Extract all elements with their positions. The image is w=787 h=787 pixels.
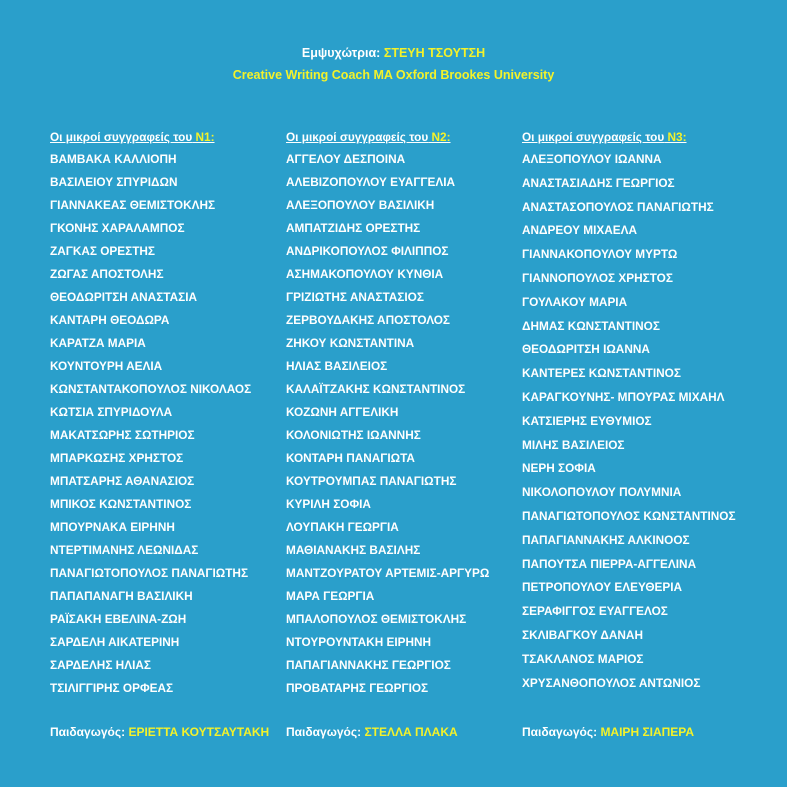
list-item: ΒΑΣΙΛΕΙΟΥ ΣΠΥΡΙΔΩΝ bbox=[50, 175, 178, 189]
column-n3 bbox=[522, 126, 736, 695]
list-item: ΚΑΝΤΑΡΗ ΘΕΟΔΩΡΑ bbox=[50, 313, 170, 327]
list-item: ΣΚΛΙΒΑΓΚΟΥ ΔΑΝΑΗ bbox=[522, 627, 643, 642]
list-item: ΑΛΕΞΟΠΟΥΛΟΥ ΙΩΑΝΝΑ bbox=[522, 152, 662, 166]
list-item: ΠΑΝΑΓΙΩΤΟΠΟΥΛΟΣ ΚΩΝΣΤΑΝΤΙΝΟΣ bbox=[522, 508, 736, 523]
column-title-number: Ν1: bbox=[195, 130, 215, 144]
list-item: ΣΕΡΑΦΙΓΓΟΣ ΕΥΑΓΓΕΛΟΣ bbox=[522, 604, 668, 619]
list-item: ΚΟΥΤΡΟΥΜΠΑΣ ΠΑΝΑΓΙΩΤΗΣ bbox=[286, 474, 457, 488]
list-item: ΘΕΟΔΩΡΙΤΣΗ ΙΩΑΝΝΑ bbox=[522, 342, 650, 357]
list-item: ΔΗΜΑΣ ΚΩΝΣΤΑΝΤΙΝΟΣ bbox=[522, 318, 660, 333]
teacher-n1 bbox=[50, 721, 269, 743]
list-item: ΚΩΝΣΤΑΝΤΑΚΟΠΟΥΛΟΣ ΝΙΚΟΛΑΟΣ bbox=[50, 382, 252, 396]
column-title-number: Ν2: bbox=[431, 130, 451, 144]
list-item: ΡΑΪΣΑΚΗ ΕΒΕΛΙΝΑ-ΖΩΗ bbox=[50, 612, 187, 626]
list-item: ΑΝΔΡΙΚΟΠΟΥΛΟΣ ΦΙΛΙΠΠΟΣ bbox=[286, 244, 449, 258]
coach-credentials: Creative Writing Coach MA Oxford Brookes University bbox=[232, 68, 555, 82]
list-item: ΜΠΑΡΚΩΣΗΣ ΧΡΗΣΤΟΣ bbox=[50, 451, 184, 465]
list-item: ΝΕΡΗ ΣΟΦΙΑ bbox=[522, 461, 596, 476]
list-item: ΠΡΟΒΑΤΑΡΗΣ ΓΕΩΡΓΙΟΣ bbox=[286, 681, 429, 695]
list-item: ΠΑΠΑΓΙΑΝΝΑΚΗΣ ΑΛΚΙΝΟΟΣ bbox=[522, 532, 690, 547]
column-title bbox=[522, 126, 736, 148]
column-title bbox=[50, 126, 251, 148]
list-item: ΜΙΛΗΣ ΒΑΣΙΛΕΙΟΣ bbox=[522, 437, 625, 452]
list-item: ΧΡΥΣΑΝΘΟΠΟΥΛΟΣ ΑΝΤΩΝΙΟΣ bbox=[522, 675, 701, 690]
column-title bbox=[286, 126, 489, 148]
column-title-number: Ν3: bbox=[667, 130, 687, 144]
list-item: ΒΑΜΒΑΚΑ ΚΑΛΛΙΟΠΗ bbox=[50, 152, 177, 166]
list-item: ΑΜΠΑΤΖΙΔΗΣ ΟΡΕΣΤΗΣ bbox=[286, 221, 421, 235]
list-item: ΠΑΠΑΓΙΑΝΝΑΚΗΣ ΓΕΩΡΓΙΟΣ bbox=[286, 658, 451, 672]
list-item: ΓΙΑΝΝΟΠΟΥΛΟΣ ΧΡΗΣΤΟΣ bbox=[522, 270, 673, 285]
list-item: ΑΝΑΣΤΑΣΟΠΟΥΛΟΣ ΠΑΝΑΓΙΩΤΗΣ bbox=[522, 199, 714, 214]
column-n2 bbox=[286, 126, 489, 700]
list-item: ΑΛΕΞΟΠΟΥΛΟΥ ΒΑΣΙΛΙΚΗ bbox=[286, 198, 435, 212]
list-item: ΣΑΡΔΕΛΗΣ ΗΛΙΑΣ bbox=[50, 658, 151, 672]
teacher-label: Παιδαγωγός: bbox=[50, 725, 126, 739]
list-item: ΜΑΚΑΤΣΩΡΗΣ ΣΩΤΗΡΙΟΣ bbox=[50, 428, 195, 442]
list-item: ΚΟΝΤΑΡΗ ΠΑΝΑΓΙΩΤΑ bbox=[286, 451, 415, 465]
list-item: ΓΡΙΖΙΩΤΗΣ ΑΝΑΣΤΑΣΙΟΣ bbox=[286, 290, 424, 304]
list-item: ΗΛΙΑΣ ΒΑΣΙΛΕΙΟΣ bbox=[286, 359, 388, 373]
column-title-prefix: Οι μικροί συγγραφείς του bbox=[522, 130, 665, 144]
list-item: ΜΑΡΑ ΓΕΩΡΓΙΑ bbox=[286, 589, 375, 603]
coach-label: Εμψυχώτρια: bbox=[301, 46, 381, 60]
list-item: ΑΛΕΒΙΖΟΠΟΥΛΟΥ ΕΥΑΓΓΕΛΙΑ bbox=[286, 175, 456, 189]
list-item: ΠΑΝΑΓΙΩΤΟΠΟΥΛΟΣ ΠΑΝΑΓΙΩΤΗΣ bbox=[50, 566, 249, 580]
list-item: ΓΙΑΝΝΑΚΟΠΟΥΛΟΥ ΜΥΡΤΩ bbox=[522, 247, 678, 262]
names-list bbox=[286, 148, 489, 700]
list-item: ΓΚΟΝΗΣ ΧΑΡΑΛΑΜΠΟΣ bbox=[50, 221, 185, 235]
list-item: ΚΑΡΑΤΖΑ ΜΑΡΙΑ bbox=[50, 336, 146, 350]
list-item: ΚΟΖΩΝΗ ΑΓΓΕΛΙΚΗ bbox=[286, 405, 399, 419]
column-title-prefix: Οι μικροί συγγραφείς του bbox=[50, 130, 193, 144]
list-item: ΚΟΥΝΤΟΥΡΗ ΑΕΛΙΑ bbox=[50, 359, 163, 373]
teacher-name: ΕΡΙΕΤΤΑ ΚΟΥΤΣΑΥΤΑΚΗ bbox=[128, 725, 270, 739]
column-n1 bbox=[50, 126, 251, 700]
list-item: ΜΠΑΤΣΑΡΗΣ ΑΘΑΝΑΣΙΟΣ bbox=[50, 474, 195, 488]
teacher-name: ΣΤΕΛΛΑ ΠΛΑΚΑ bbox=[364, 725, 458, 739]
teacher-n3 bbox=[522, 721, 694, 743]
teacher-label: Παιδαγωγός: bbox=[286, 725, 362, 739]
header bbox=[0, 42, 787, 86]
teacher-name: ΜΑΙΡΗ ΣΙΑΠΕΡΑ bbox=[600, 725, 695, 739]
list-item: ΚΑΤΣΙΕΡΗΣ ΕΥΘΥΜΙΟΣ bbox=[522, 413, 652, 428]
names-list bbox=[50, 148, 251, 700]
list-item: ΑΓΓΕΛΟΥ ΔΕΣΠΟΙΝΑ bbox=[286, 152, 406, 166]
list-item: ΖΕΡΒΟΥΔΑΚΗΣ ΑΠΟΣΤΟΛΟΣ bbox=[286, 313, 451, 327]
list-item: ΜΑΝΤΖΟΥΡΑΤΟΥ ΑΡΤΕΜΙΣ-ΑΡΓΥΡΩ bbox=[286, 566, 490, 580]
list-item: ΜΠΙΚΟΣ ΚΩΝΣΤΑΝΤΙΝΟΣ bbox=[50, 497, 192, 511]
list-item: ΝΤΟΥΡΟΥΝΤΑΚΗ ΕΙΡΗΝΗ bbox=[286, 635, 432, 649]
names-list bbox=[522, 148, 736, 695]
coach-name: ΣΤΕΥΗ ΤΣΟΥΤΣΗ bbox=[383, 46, 486, 60]
list-item: ΣΑΡΔΕΛΗ ΑΙΚΑΤΕΡΙΝΗ bbox=[50, 635, 180, 649]
list-item: ΚΑΡΑΓΚΟΥΝΗΣ- ΜΠΟΥΡΑΣ ΜΙΧΑΗΛ bbox=[522, 389, 725, 404]
list-item: ΚΟΛΟΝΙΩΤΗΣ ΙΩΑΝΝΗΣ bbox=[286, 428, 421, 442]
list-item: ΚΥΡΙΛΗ ΣΟΦΙΑ bbox=[286, 497, 371, 511]
list-item: ΛΟΥΠΑΚΗ ΓΕΩΡΓΙΑ bbox=[286, 520, 399, 534]
list-item: ΝΤΕΡΤΙΜΑΝΗΣ ΛΕΩΝΙΔΑΣ bbox=[50, 543, 199, 557]
list-item: ΜΑΘΙΑΝΑΚΗΣ ΒΑΣΙΛΗΣ bbox=[286, 543, 421, 557]
list-item: ΘΕΟΔΩΡΙΤΣΗ ΑΝΑΣΤΑΣΙΑ bbox=[50, 290, 197, 304]
teacher-label: Παιδαγωγός: bbox=[522, 725, 598, 739]
list-item: ΓΙΑΝΝΑΚΕΑΣ ΘΕΜΙΣΤΟΚΛΗΣ bbox=[50, 198, 216, 212]
list-item: ΠΑΠΟΥΤΣΑ ΠΙΕΡΡΑ-ΑΓΓΕΛΙΝΑ bbox=[522, 556, 697, 571]
list-item: ΠΑΠΑΠΑΝΑΓΗ ΒΑΣΙΛΙΚΗ bbox=[50, 589, 193, 603]
column-title-prefix: Οι μικροί συγγραφείς του bbox=[286, 130, 429, 144]
list-item: ΝΙΚΟΛΟΠΟΥΛΟΥ ΠΟΛΥΜΝΙΑ bbox=[522, 485, 682, 500]
list-item: ΑΝΔΡΕΟΥ ΜΙΧΑΕΛΑ bbox=[522, 223, 637, 238]
list-item: ΑΝΑΣΤΑΣΙΑΔΗΣ ΓΕΩΡΓΙΟΣ bbox=[522, 175, 675, 190]
list-item: ΜΠΑΛΟΠΟΥΛΟΣ ΘΕΜΙΣΤΟΚΛΗΣ bbox=[286, 612, 467, 626]
coach-line bbox=[0, 42, 787, 64]
list-item: ΓΟΥΛΑΚΟΥ ΜΑΡΙΑ bbox=[522, 294, 628, 309]
list-item: ΚΩΤΣΙΑ ΣΠΥΡΙΔΟΥΛΑ bbox=[50, 405, 173, 419]
list-item: ΖΩΓΑΣ ΑΠΟΣΤΟΛΗΣ bbox=[50, 267, 164, 281]
list-item: ΠΕΤΡΟΠΟΥΛΟΥ ΕΛΕΥΘΕΡΙΑ bbox=[522, 580, 683, 595]
list-item: ΖΑΓΚΑΣ ΟΡΕΣΤΗΣ bbox=[50, 244, 156, 258]
list-item: ΤΣΙΛΙΓΓΙΡΗΣ ΟΡΦΕΑΣ bbox=[50, 681, 174, 695]
list-item: ΚΑΛΑΪΤΖΑΚΗΣ ΚΩΝΣΤΑΝΤΙΝΟΣ bbox=[286, 382, 466, 396]
list-item: ΜΠΟΥΡΝΑΚΑ ΕΙΡΗΝΗ bbox=[50, 520, 175, 534]
list-item: ΖΗΚΟΥ ΚΩΝΣΤΑΝΤΙΝΑ bbox=[286, 336, 415, 350]
list-item: ΚΑΝΤΕΡΕΣ ΚΩΝΣΤΑΝΤΙΝΟΣ bbox=[522, 366, 681, 381]
list-item: ΑΣΗΜΑΚΟΠΟΥΛΟΥ ΚΥΝΘΙΑ bbox=[286, 267, 444, 281]
teacher-n2 bbox=[286, 721, 458, 743]
list-item: ΤΣΑΚΛΑΝΟΣ ΜΑΡΙΟΣ bbox=[522, 651, 644, 666]
